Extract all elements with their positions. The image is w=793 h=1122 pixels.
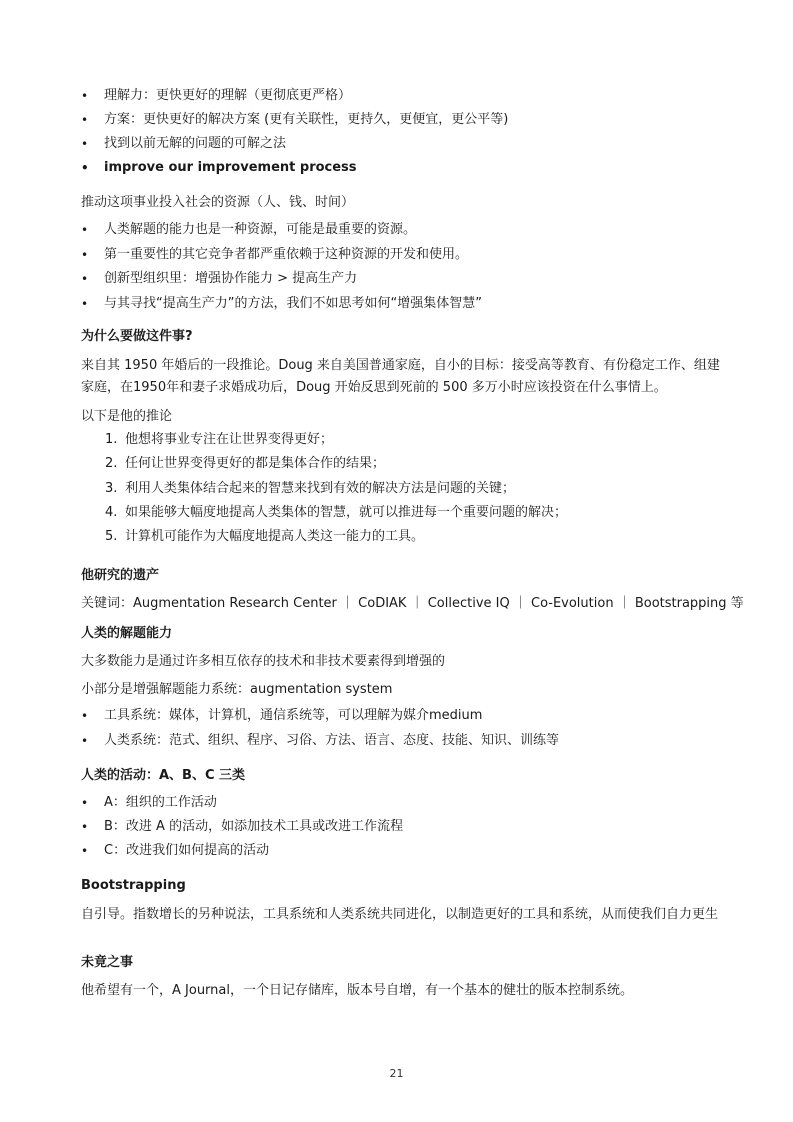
section-heading: 他研究的遗产 — [81, 568, 160, 583]
numbered-item: 1. 他想将事业专注在让世界变得更好； — [105, 432, 334, 447]
paragraph: 自引导。指数增长的另种说法，工具系统和人类系统共同进化，以制造更好的工具和系统，从而使我们自力更生 — [81, 907, 719, 922]
section-heading: 为什么要做这件事? — [81, 329, 193, 344]
page-number: 21 — [389, 1067, 404, 1080]
keywords-line: 关键词：Augmentation Research Center ｜ CoDIAK ｜ Collective IQ ｜ Co-Evolution ｜ Bootstrapping 等 — [81, 596, 744, 611]
paragraph: 小部分是增强解题能力系统：augmentation system — [81, 682, 393, 697]
numbered-item: 4. 如果能够大幅度地提高人类集体的智慧，就可以推进每一个重要问题的解决； — [105, 505, 568, 520]
section-heading: 人类的活动：A、B、C 三类 — [81, 768, 246, 783]
paragraph: 来自其 1950 年婚后的一段推论。Doug 来自美国普通家庭，自小的目标：接受高等教育、有份稳定工作、组建家庭，在1950年和妻子求婚成功后，Doug 开始反思到死前的 500 多万小时应该投资在什么事情上。 — [81, 358, 720, 395]
section-heading: Bootstrapping — [81, 878, 186, 893]
numbered-item: 3. 利用人类集体结合起来的智慧来找到有效的解决方法是问题的关键； — [105, 481, 516, 496]
numbered-item: 2. 任何让世界变得更好的都是集体合作的结果； — [105, 456, 386, 471]
document-page: 理解力：更快更好的理解（更彻底更严格） 方案：更快更好的解决方案 (更有关联性，更持久，更便宜，更公平等) 找到以前无解的问题的可解之法 improve our improvement process 推动这项事业投入社会的资源（人、钱、时间） 人类解题的能力也是一种资源，可能是最重要的资源。 第一重要性的其它竞争者都严重依赖于这种资源的开发和使用。 创新型组织里：增强协作能力 > 提高生产力 与其寻找“提高生产力”的方法，我们不如思考如何“增强集体智慧” 为什么要做这件事? 来自其 1950 年婚后的一段推论。Doug 来自美国普通家庭，自小的目标：接受高等教育、有份稳定工作、组建家庭，在1950年和妻子求婚成功后，Doug 开始反思到死前的 500 多万小时应该投资在什么事情上。 以下是他的推论 1. 他想将事业专注在让世界变得更好； 2. 任何让世界变得更好的都是集体合作的结果； 3. 利用人类集体结合起来的智慧来找到有效的解决方法是问题的关键； 4. 如果能够大幅度地提高人类集体的智慧，就可以推进每一个重要问题的解决； 5. 计算机可能作为大幅度地提高人类这一能力的工具。 他研究的遗产 关键词：Augmentation Research Center ｜ CoDIAK ｜ Collective IQ ｜ Co-Evolution ｜ Bootstrapping 等 人类的解题能力 大多数能力是通过许多相互依存的技术和非技术要素得到增强的 小部分是增强解题能力系统：augmentation system 工具系统：媒体，计算机，通信系统等，可以理解为媒介medium 人类系统：范式、组织、程序、习俗、方法、语言、态度、技能、知识、训练等 人类的活动：A、B、C 三类 A：组织的工作活动 B：改进 A 的活动，如添加技术工具或改进工作流程 C：改进我们如何提高的活动 Bootstrapping 自引导。指数增长的另种说法，工具系统和人类系统共同进化，以制造更好的工具和系统，从而使我们自力更生 未竟之事 他希望有一个，A Journal，一个日记存储库，版本号自增，有一个基本的健壮的版本控制系统。 21 — [0, 0, 793, 1122]
resources-intro: 推动这项事业投入社会的资源（人、钱、时间） — [81, 195, 355, 210]
numbered-item: 5. 计算机可能作为大幅度地提高人类这一能力的工具。 — [105, 529, 425, 544]
section-heading: 未竟之事 — [81, 955, 134, 970]
reasoning-intro: 以下是他的推论 — [81, 409, 173, 424]
section-heading: 人类的解题能力 — [81, 626, 173, 641]
paragraph: 他希望有一个，A Journal，一个日记存储库，版本号自增，有一个基本的健壮的版本控制系统。 — [81, 983, 633, 998]
paragraph: 大多数能力是通过许多相互依存的技术和非技术要素得到增强的 — [81, 654, 446, 669]
